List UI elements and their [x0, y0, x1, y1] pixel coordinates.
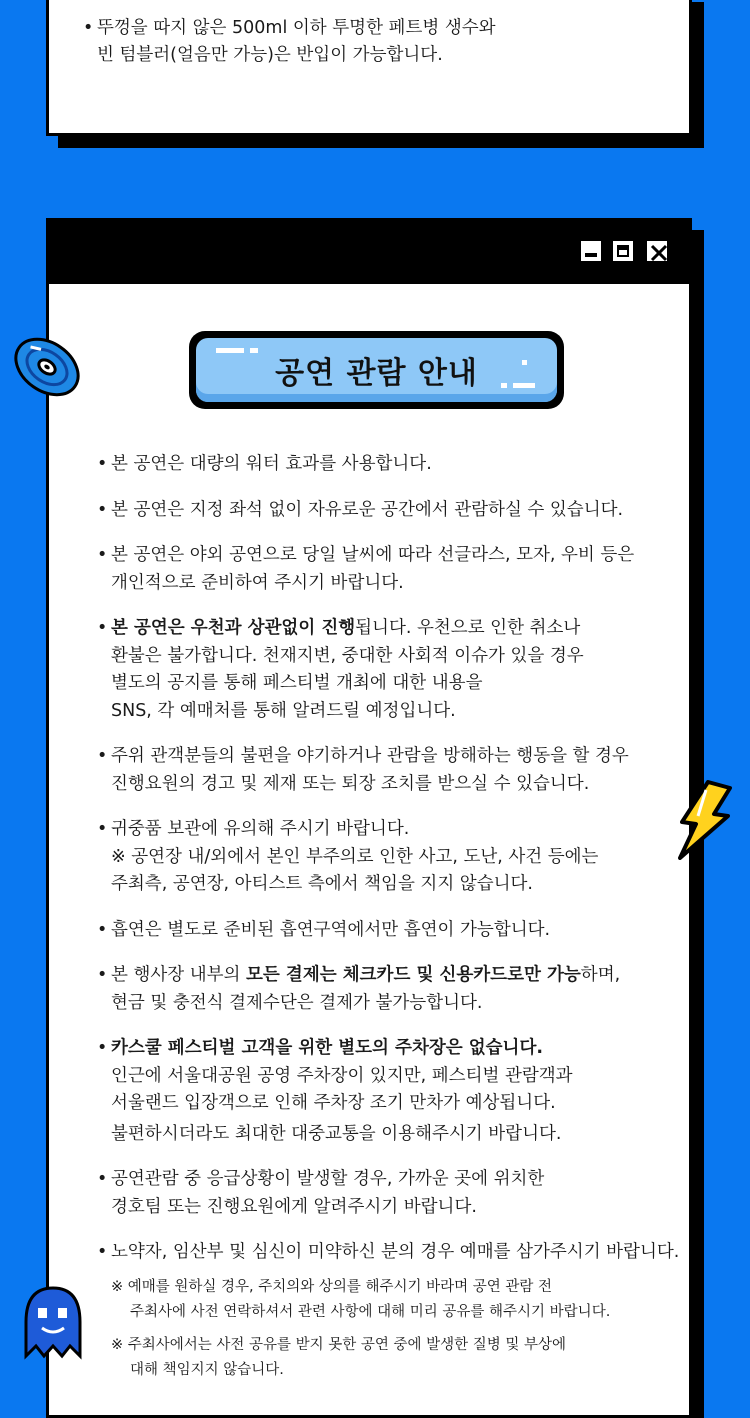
- list-item: • 흡연은 별도로 준비된 흡연구역에서만 흡연이 가능합니다.: [111, 917, 681, 945]
- notice-line: 인근에 서울대공원 공영 주차장이 있지만, 페스티벌 관람객과: [111, 1065, 573, 1086]
- notice-line: 노약자, 임산부 및 심신이 미약하신 분의 경우 예매를 삼가주시기 바랍니다.: [111, 1242, 680, 1262]
- sub-note-line: ※ 주최사에서는 사전 공유를 받지 못한 공연 중에 발생한 질병 및 부상에: [111, 1336, 567, 1353]
- notice-line: 빈 텀블러(얼음만 가능)은 반입이 가능합니다.: [97, 45, 443, 65]
- sub-note-line: ※ 예매를 원하실 경우, 주치의와 상의를 해주시기 바라며 공연 관람 전: [111, 1278, 553, 1295]
- notice-line: 주최측, 공연장, 아티스트 측에서 책임을 지지 않습니다.: [111, 874, 533, 894]
- close-icon[interactable]: [647, 241, 667, 261]
- list-item: • 본 공연은 대량의 워터 효과를 사용합니다.: [111, 451, 681, 479]
- notice-line: 경호팀 또는 진행요원에게 알려주시기 바랍니다.: [111, 1196, 477, 1217]
- notice-line: [111, 962, 681, 990]
- notice-line: 본 공연은 대량의 워터 효과를 사용합니다.: [111, 454, 432, 474]
- notice-line: [111, 615, 681, 643]
- list-item: • 주위 관객분들의 불편을 야기하거나 관람을 방해하는 행동을 할 경우 진행요원의 경고 및 제재 또는 퇴장 조치를 받으실 수 있습니다.: [111, 743, 681, 798]
- notice-line: 개인적으로 준비하여 주시기 바랍니다.: [111, 572, 404, 593]
- sub-note-line: 주최사에 사전 연락하셔서 관련 사항에 대해 미리 공유를 해주시기 바랍니다.: [130, 1303, 611, 1320]
- maximize-icon[interactable]: [613, 241, 633, 261]
- list-item: • 귀중품 보관에 유의해 주시기 바랍니다. ※ 공연장 내/외에서 본인 부주의로 인한 사고, 도난, 사건 등에는 주최측, 공연장, 아티스트 측에서 책임을 지지 않습니다.: [111, 816, 681, 899]
- notice-line: 흡연은 별도로 준비된 흡연구역에서만 흡연이 가능합니다.: [111, 919, 551, 940]
- emphasis-text: 모든 결제는 체크카드 및 신용카드로만 가능: [246, 965, 581, 985]
- notice-line: 별도의 공지를 통해 페스티벌 개최에 대한 내용을: [111, 673, 483, 693]
- notice-line: 진행요원의 경고 및 제재 또는 퇴장 조치를 받으실 수 있습니다.: [111, 773, 590, 794]
- notice-line: SNS, 각 예매처를 통해 알려드릴 예정입니다.: [111, 700, 456, 721]
- notice-line: 서울랜드 입장객으로 인해 주차장 조기 만차가 예상됩니다.: [111, 1093, 556, 1113]
- notice-text: 본 행사장 내부의: [111, 965, 247, 985]
- notice-line: 본 공연은 야외 공연으로 당일 날씨에 따라 선글라스, 모자, 우비 등은: [111, 545, 635, 565]
- list-item: • 본 행사장 내부의 모든 결제는 체크카드 및 신용카드로만 가능하며, 현금 및 충전식 결제수단은 결제가 불가능합니다.: [111, 962, 681, 1017]
- notice-line: 본 공연은 지정 좌석 없이 자유로운 공간에서 관람하실 수 있습니다.: [111, 499, 624, 520]
- notice-line: 공연관람 중 응급상황이 발생할 경우, 가까운 곳에 위치한: [111, 1169, 545, 1189]
- section-title: 공연 관람 안내: [275, 356, 478, 391]
- minimize-icon[interactable]: [581, 241, 601, 261]
- section-heading-pill: [189, 331, 564, 409]
- notice-line: 뚜껑을 따지 않은 500ml 이하 투명한 페트병 생수와: [97, 18, 496, 38]
- notice-line: ※ 공연장 내/외에서 본인 부주의로 인한 사고, 도난, 사건 등에는: [111, 846, 599, 867]
- list-item: • 노약자, 임산부 및 심신이 미약하신 분의 경우 예매를 삼가주시기 바랍니다. ※ 예매를 원하실 경우, 주치의와 상의를 해주시기 바라며 공연 관람 전 주최사에 사전 연락하셔서 관련 사항에 대해 미리 공유를 해주시기 바랍니다. ※ 주최사에서는 사전 공유를 받지 못한 공연 중에 발생한 질병 및 부상에 대해 책임지지 않습니다.: [111, 1239, 681, 1383]
- notice-text: 됩니다. 우천으로 인한 취소나: [355, 618, 581, 638]
- notice-text: 하며,: [580, 965, 621, 985]
- bullet: •: [83, 18, 94, 38]
- sub-note-line: 대해 책임지지 않습니다.: [130, 1361, 284, 1378]
- previous-notice-window: [46, 0, 692, 136]
- notice-line: 현금 및 충전식 결제수단은 결제가 불가능합니다.: [111, 992, 483, 1013]
- blue-ghost-icon: [18, 1282, 88, 1360]
- list-item: • 본 공연은 지정 좌석 없이 자유로운 공간에서 관람하실 수 있습니다.: [111, 497, 681, 525]
- notice-list: [97, 451, 681, 1401]
- notice-item-water: [83, 15, 496, 69]
- performance-guide-window: [46, 218, 692, 1418]
- emphasis-text: 카스쿨 페스티벌 고객을 위한 별도의 주차장은 없습니다.: [111, 1038, 544, 1058]
- cd-disc-icon: [10, 330, 84, 404]
- window-titlebar: [49, 221, 689, 284]
- notice-line: 환불은 불가합니다. 천재지변, 중대한 사회적 이슈가 있을 경우: [111, 645, 584, 666]
- notice-line: 주위 관객분들의 불편을 야기하거나 관람을 방해하는 행동을 할 경우: [111, 746, 629, 766]
- list-item: • 카스쿨 페스티벌 고객을 위한 별도의 주차장은 없습니다. 인근에 서울대공원 공영 주차장이 있지만, 페스티벌 관람객과 서울랜드 입장객으로 인해 주차장 조기 만차가 예상됩니다. 불편하시더라도 최대한 대중교통을 이용해주시기 바랍니다.: [111, 1035, 681, 1148]
- notice-line: 귀중품 보관에 유의해 주시기 바랍니다.: [111, 819, 410, 839]
- list-item: • 공연관람 중 응급상황이 발생할 경우, 가까운 곳에 위치한 경호팀 또는 진행요원에게 알려주시기 바랍니다.: [111, 1166, 681, 1221]
- notice-line: 불편하시더라도 최대한 대중교통을 이용해주시기 바랍니다.: [111, 1123, 562, 1144]
- sub-note: [111, 1333, 681, 1383]
- lightning-bolt-icon: [668, 780, 738, 860]
- list-item: • 본 공연은 야외 공연으로 당일 날씨에 따라 선글라스, 모자, 우비 등은 개인적으로 준비하여 주시기 바랍니다.: [111, 542, 681, 597]
- emphasis-text: 본 공연은 우천과 상관없이 진행: [111, 618, 356, 638]
- sub-note: [111, 1275, 681, 1325]
- list-item: • 본 공연은 우천과 상관없이 진행됩니다. 우천으로 인한 취소나 환불은 불가합니다. 천재지변, 중대한 사회적 이슈가 있을 경우 별도의 공지를 통해 페스티벌 개최에 대한 내용을 SNS, 각 예매처를 통해 알려드릴 예정입니다.: [111, 615, 681, 725]
